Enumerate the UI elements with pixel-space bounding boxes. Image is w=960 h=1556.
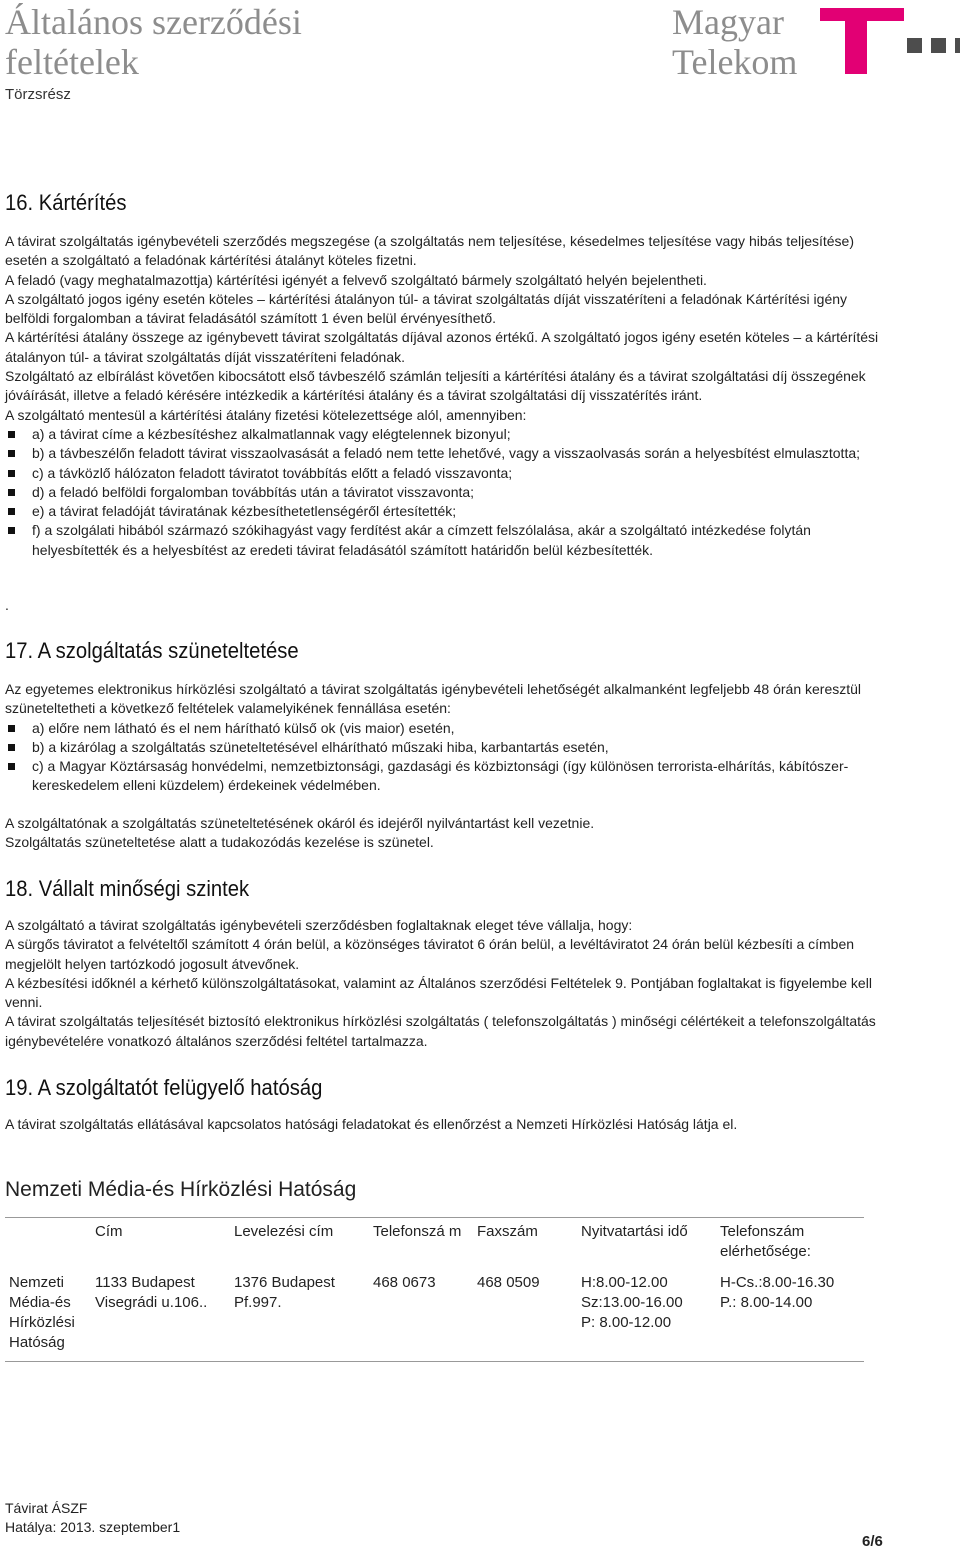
section-16-title: 16. Kártérítés <box>5 190 127 215</box>
table-header-cell: Faxszám <box>473 1218 577 1271</box>
cell-name: Nemzeti Média-és Hírközlési Hatóság <box>5 1270 91 1362</box>
opening-hours-line: Sz:13.00-16.00 <box>581 1294 683 1311</box>
stray-dot: . <box>5 597 9 613</box>
cell-fax: 468 0509 <box>473 1270 577 1362</box>
footer-doc-name: Távirat ÁSZF <box>5 1500 88 1516</box>
section-17-notes <box>5 814 885 853</box>
list-item: e) a távirat feladóját táviratának kézbesíthetetlenségéről értesítették; <box>5 502 885 521</box>
section-19-p1: A távirat szolgáltatás ellátásával kapcsolatos hatósági feladatokat és ellenőrzést a Nemzeti Hírközlési Hatóság látja el. <box>5 1116 738 1132</box>
list-item: c) a távközlő hálózaton feladott táviratot továbbítás előtt a feladó visszavonta; <box>5 464 885 483</box>
table-header-cell: Nyitvatartási idő <box>577 1218 716 1271</box>
list-item: a) előre nem látható és el nem hárítható külső ok (vis maior) esetén, <box>5 719 885 738</box>
cell-phone: 468 0673 <box>369 1270 473 1362</box>
list-item: b) a kizárólag a szolgáltatás szüneteltetésével elhárítható műszaki hiba, karbantartás esetén, <box>5 738 885 757</box>
list-item: d) a feladó belföldi forgalomban továbbítás után a táviratot visszavonta; <box>5 483 885 502</box>
list-item: f) a szolgálati hibából származó szókihagyást vagy ferdítést akár a címzett felszólalása, akár a szolgáltató intézkedése folytán helyesbítették és a helyesbítést az eredeti távirat feladásától számított határidőn belül kézbesítették. <box>5 521 885 560</box>
section-16-p1: A távirat szolgáltatás igénybevételi szerződés megszegése (a szolgáltatás nem teljesítése, késedelmes teljesítése vagy hibás teljesítése) esetén a szolgáltató a feladónak kártérítési átalányt köteles fizetni. <box>5 233 854 269</box>
document-subtitle: Törzsrész <box>5 86 71 103</box>
section-16-p4: A kártérítési átalány összege az igénybevett távirat szolgáltatás díjával azonos értékű. A szolgáltató jogos igény esetén köteles – a kártérítési átalányon túl- a távirat szolgáltatás díját visszatéríteni feladónak. <box>5 329 879 365</box>
page-number: 6/6 <box>862 1533 883 1550</box>
document-title <box>5 2 302 82</box>
section-18-p1: A szolgáltató a távirat szolgáltatás igénybevételi szerződésben foglaltaknak eleget téve vállalja, hogy: <box>5 917 633 933</box>
authority-title: Nemzeti Média-és Hírközlési Hatóság <box>5 1178 357 1201</box>
section-18-p4: A távirat szolgáltatás teljesítését biztosító elektronikus hírközlési szolgáltatás ( telefonszolgáltatás ) minőségi célértékeit a telefonszolgáltatás igénybevételére vonatkozó általános szerződési feltétel tartalmazza. <box>5 1013 876 1049</box>
section-18-p2: A sürgős táviratot a felvételtől számított 4 órán belül, a közönséges táviratot 6 órán belül, a levéltáviratot 24 órán belül kézbesíti a címben megjelölt helyen tartózkodó jogosult átvevőnek. <box>5 936 855 972</box>
logo-square-1 <box>907 38 922 53</box>
opening-hours-line: P: 8.00-12.00 <box>581 1314 672 1331</box>
section-18-body <box>5 916 885 1051</box>
section-16-body <box>5 232 885 560</box>
table-row <box>5 1270 864 1362</box>
logo-square-3 <box>955 38 960 53</box>
section-16-p3: A szolgáltató jogos igény esetén köteles – kártérítési átalányon túl- a távirat szolgáltatás díját visszatéríteni a feladónak Kártérítési igény belföldi forgalomban a távirat feladásától számított 1 éven belül érvényesíthető. <box>5 290 848 327</box>
brand-line2: Telekom <box>672 42 798 82</box>
section-19-body <box>5 1115 885 1134</box>
brand-line1: Magyar <box>672 2 784 42</box>
footer <box>5 1499 180 1537</box>
section-16-p6: A szolgáltató mentesül a kártérítési átalány fizetési kötelezettsége alól, amennyiben: <box>5 406 527 423</box>
cell-address: 1133 Budapest Visegrádi u.106.. <box>91 1270 230 1362</box>
section-16-p2: A feladó (vagy meghatalmazottja) kártérítési igényét a felvevő szolgáltató bármely szolgáltató helyén bejelentheti. <box>5 271 707 288</box>
table-header-cell: Telefonszá m <box>369 1218 473 1271</box>
opening-hours-line: H:8.00-12.00 <box>581 1274 668 1291</box>
footer-effective-date: Hatálya: 2013. szeptember1 <box>5 1519 181 1535</box>
telekom-logo <box>820 8 960 74</box>
section-17-title: 17. A szolgáltatás szüneteltetése <box>5 638 299 663</box>
section-19-title: 19. A szolgáltatót felügyelő hatóság <box>5 1075 323 1100</box>
document-title-line2: feltételek <box>5 42 139 82</box>
phone-hours-line: P.: 8.00-14.00 <box>720 1294 813 1311</box>
section-16-p5: Szolgáltató az elbírálást követően kibocsátott első távbeszélő számlán teljesíti a kártérítési átalány és a távirat szolgáltatási díj összegének jóváírását, illetve a feladó kérésére intézkedik a kártérítési átalány és a távirat szolgáltatási díj visszatérítés iránt. <box>5 368 866 404</box>
list-item: c) a Magyar Köztársaság honvédelmi, nemzetbiztonsági, gazdasági és közbiztonsági (így különösen terrorista-elhárítás, kábítószer- kereskedelem elleni küzdelem) érdekeinek védelmében. <box>5 757 885 796</box>
exemption-list <box>5 425 885 560</box>
suspension-list <box>5 719 885 796</box>
section-17-p3: Szolgáltatás szüneteltetése alatt a tudakozódás kezelése is szünetel. <box>5 834 434 851</box>
section-17-p1: Az egyetemes elektronikus hírközlési szolgáltató a távirat szolgáltatás igénybevételi lehetőségét alkalmanként legfeljebb 48 órán keresztül szüneteltetheti a következő feltételek valamelyikének fennállása esetén: <box>5 681 862 717</box>
table-header-cell: Levelezési cím <box>230 1218 369 1271</box>
cell-postal-address: 1376 Budapest Pf.997. <box>230 1270 369 1362</box>
section-18-p3: A kézbesítési időknél a kérhető különszolgáltatásokat, valamint az Általános szerződési Feltételek 9. Pontjában foglaltakat is figyelembe kell venni. <box>5 974 872 1011</box>
section-18-title: 18. Vállalt minőségi szintek <box>5 876 250 901</box>
cell-phone-availability <box>716 1270 864 1362</box>
list-item: a) a távirat címe a kézbesítéshez alkalmatlannak vagy elégtelennek bizonyul; <box>5 425 885 444</box>
table-header-cell: Telefonszám elérhetősége: <box>716 1218 864 1271</box>
logo-square-2 <box>931 38 946 53</box>
authority-table <box>5 1217 864 1362</box>
section-17-body <box>5 680 885 796</box>
logo-t-stem <box>845 8 867 74</box>
brand-name <box>672 2 797 82</box>
table-header-cell <box>5 1218 91 1271</box>
document-title-line1: Általános szerződési <box>5 2 302 42</box>
phone-hours-line: H-Cs.:8.00-16.30 <box>720 1274 835 1291</box>
table-header-row <box>5 1218 864 1271</box>
table-header-cell: Cím <box>91 1218 230 1271</box>
cell-opening-hours <box>577 1270 716 1362</box>
list-item: b) a távbeszélőn feladott távirat visszaolvasását a feladó nem tette lehetővé, vagy a visszaolvasás során a helyesbítést elmulasztotta; <box>5 444 885 463</box>
section-17-p2: A szolgáltatónak a szolgáltatás szüneteltetésének okáról és idejéről nyilvántartást kell vezetnie. <box>5 815 595 831</box>
